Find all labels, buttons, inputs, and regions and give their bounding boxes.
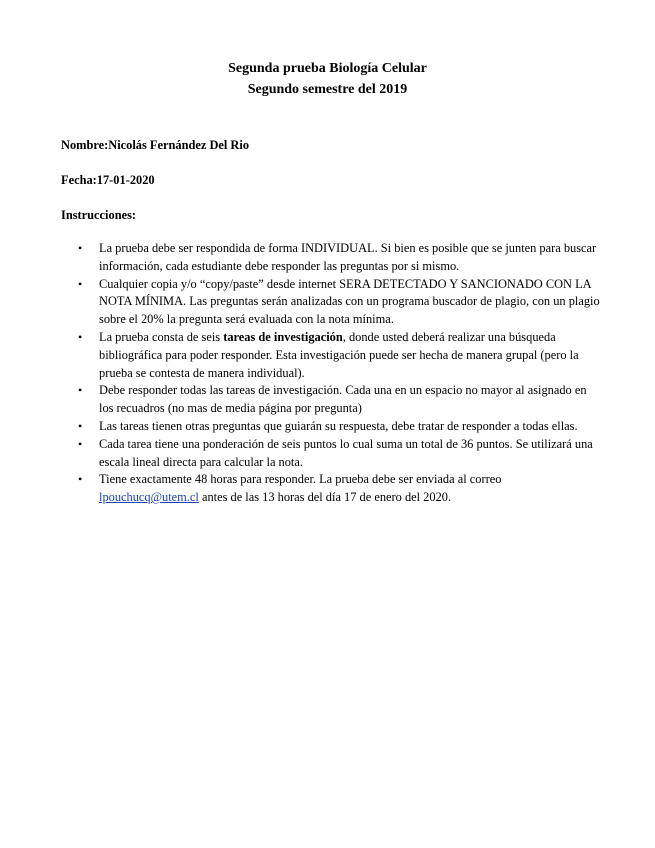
list-item-text: Cada tarea tiene una ponderación de seis puntos lo cual suma un total de 36 puntos. Se utilizará una escala lineal directa para calcular la nota. <box>99 436 593 469</box>
bullet-icon: • <box>78 418 83 433</box>
bullet-icon: • <box>78 472 83 487</box>
list-item-text-end: antes de las 13 horas del día 17 de enero del 2020. <box>198 490 452 505</box>
list-item-text: Las tareas tienen otras preguntas que guiarán su respuesta, debe tratar de responder a todas ellas. <box>99 418 578 433</box>
list-item <box>61 418 601 436</box>
list-item <box>61 382 601 418</box>
list-item <box>61 436 601 472</box>
date-label: Fecha: <box>61 173 97 187</box>
email-link[interactable]: lpouchucq@utem.cl <box>99 490 199 505</box>
date-value: 17-01-2020 <box>96 173 155 187</box>
date-field <box>61 172 155 188</box>
instructions-heading: Instrucciones: <box>61 208 137 222</box>
list-item-emphasis: tareas de investigación <box>223 329 343 344</box>
bullet-icon: • <box>78 436 83 451</box>
list-item-text: Debe responder todas las tareas de investigación. Cada una en un espacio no mayor al asignado en los recuadros (no mas de media página por pregunta) <box>99 383 587 416</box>
document-title: Segunda prueba Biología Celular <box>228 61 427 76</box>
list-item <box>61 471 601 507</box>
list-item-text-start: Tiene exactamente 48 horas para responder. La prueba debe ser enviada al correo <box>99 472 502 487</box>
name-value: Nicolás Fernández Del Rio <box>108 138 250 152</box>
bullet-icon: • <box>78 329 83 344</box>
bullet-icon: • <box>78 383 83 398</box>
bullet-icon: • <box>78 241 83 255</box>
document-subtitle: Segundo semestre del 2019 <box>247 82 408 97</box>
name-label: Nombre: <box>61 138 109 152</box>
list-item <box>61 276 601 329</box>
list-item-text: La prueba debe ser respondida de forma INDIVIDUAL. Si bien es posible que se junten para buscar información, cada estudiante debe responder las preguntas por si mismo. <box>99 241 597 273</box>
bullet-icon: • <box>78 276 83 291</box>
list-item-text-start: La prueba consta de seis <box>99 329 224 344</box>
name-field <box>61 137 249 153</box>
list-item-text: Cualquier copia y/o “copy/paste” desde internet SERA DETECTADO Y SANCIONADO CON LA NOTA MÍNIMA. Las preguntas serán analizadas con un programa buscador de plagio, con un plagio sobre el 20% la pregunta será evaluada con la nota mínima. <box>99 276 600 327</box>
list-item <box>61 240 601 276</box>
list-item-text-end: , donde usted deberá realizar una búsqueda bibliográfica para poder responder. Esta investigación puede ser hecha de manera grupal (pero la prueba se contesta de manera individual). <box>99 329 579 380</box>
list-item <box>61 329 601 382</box>
instructions-list <box>61 240 601 507</box>
